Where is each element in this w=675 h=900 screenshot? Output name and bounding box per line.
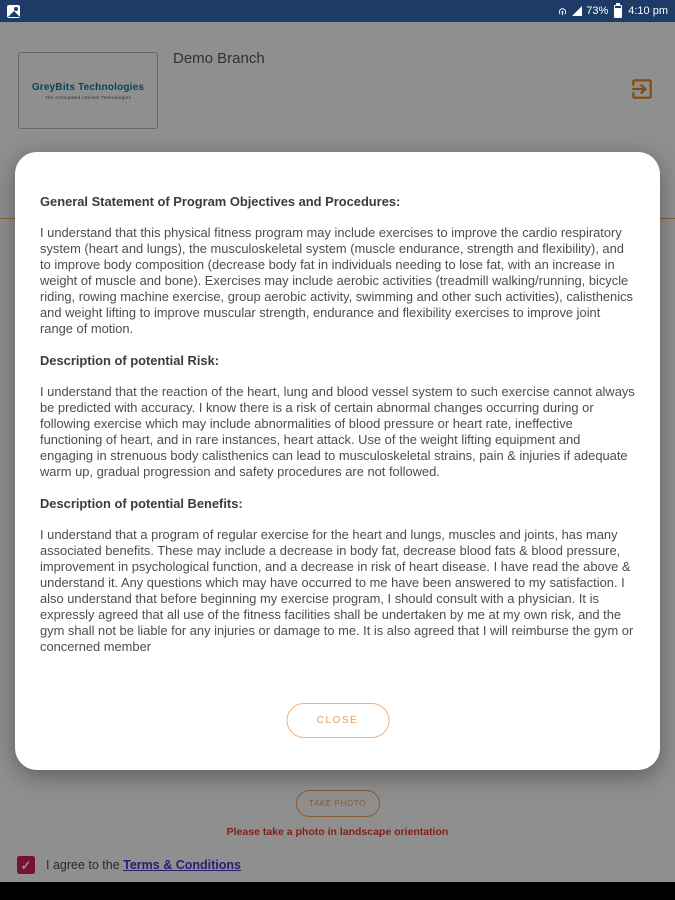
section-heading: Description of potential Benefits: (40, 496, 243, 511)
hotspot-icon (557, 6, 568, 17)
section-body: I understand that this physical fitness program may include exercises to improve the cardio respiratory system (heart and lungs), the musculoskeletal system (muscle endurance, strength and flexibility), and to improve body composition (decrease body fat in individuals needing to lose fat, with an increase in weight of muscle and bone). Exercises may include aerobic activities (treadmill walking/running, bicycle riding, rowing machine exercise, group aerobic activity, swimming and other such activities), calisthenics and weight lifting to improve muscular strength, endurance and flexibility exercises to improve joint range of motion. (40, 225, 633, 336)
section-heading: General Statement of Program Objectives and Procedures: (40, 194, 401, 209)
status-bar (0, 0, 675, 22)
section-body: I understand that the reaction of the heart, lung and blood vessel system to such exercise cannot always be predicted with accuracy. I know there is a risk of certain abnormal changes occurring during or following exercise which may include abnormalities of blood pressure or heart rate, ineffective functioning of heart, and in rare instances, heart attack. Use of the weight lifting equipment and engaging in strenuous body calisthenics can lead to musculoskeletal strains, pain & injuries if adequate warm up, gradual progression and safety procedures are not followed. (40, 384, 635, 479)
battery-percent: 73% (586, 5, 609, 17)
cell-signal-icon (572, 6, 582, 16)
battery-icon (614, 5, 622, 18)
terms-conditions-link[interactable]: Terms & Conditions (123, 858, 241, 872)
section-body: I understand that a program of regular exercise for the heart and lungs, muscles and joints, has many associated benefits. These may include a decrease in body fat, decrease blood fats & blood pressure, improvement in psychological function, and a decrease in risk of heart disease. I have read the above & understand it. Any questions which may have occurred to me have been answered to my satisfaction. I also understand that before beginning my exercise program, I should consult with a physician. It is expressly agreed that all use of the fitness facilities shall be undertaken by me at my own risk, and the gym shall not be liable for any injuries or damage to me. It is also agreed that I will reimburse the gym or concerned member (40, 527, 634, 654)
bottom-nav-strip (0, 882, 675, 900)
agree-prefix: I agree to the (46, 858, 124, 872)
terms-dialog-text (40, 152, 636, 678)
photo-orientation-hint: Please take a photo in landscape orientation (226, 826, 449, 838)
section-heading: Description of potential Risk: (40, 353, 220, 368)
close-button[interactable]: CLOSE (286, 703, 389, 738)
take-photo-button[interactable]: TAKE PHOTO (296, 790, 380, 817)
terms-dialog (15, 152, 660, 770)
screenshot-notification-icon (7, 5, 20, 18)
branch-title: Demo Branch (173, 50, 265, 67)
status-time: 4:10 pm (628, 5, 668, 17)
check-icon: ✓ (20, 857, 32, 873)
logo-title: GreyBits Technologies (31, 81, 145, 93)
logo-tagline: The Anticipated Internet Technologies (44, 94, 132, 100)
